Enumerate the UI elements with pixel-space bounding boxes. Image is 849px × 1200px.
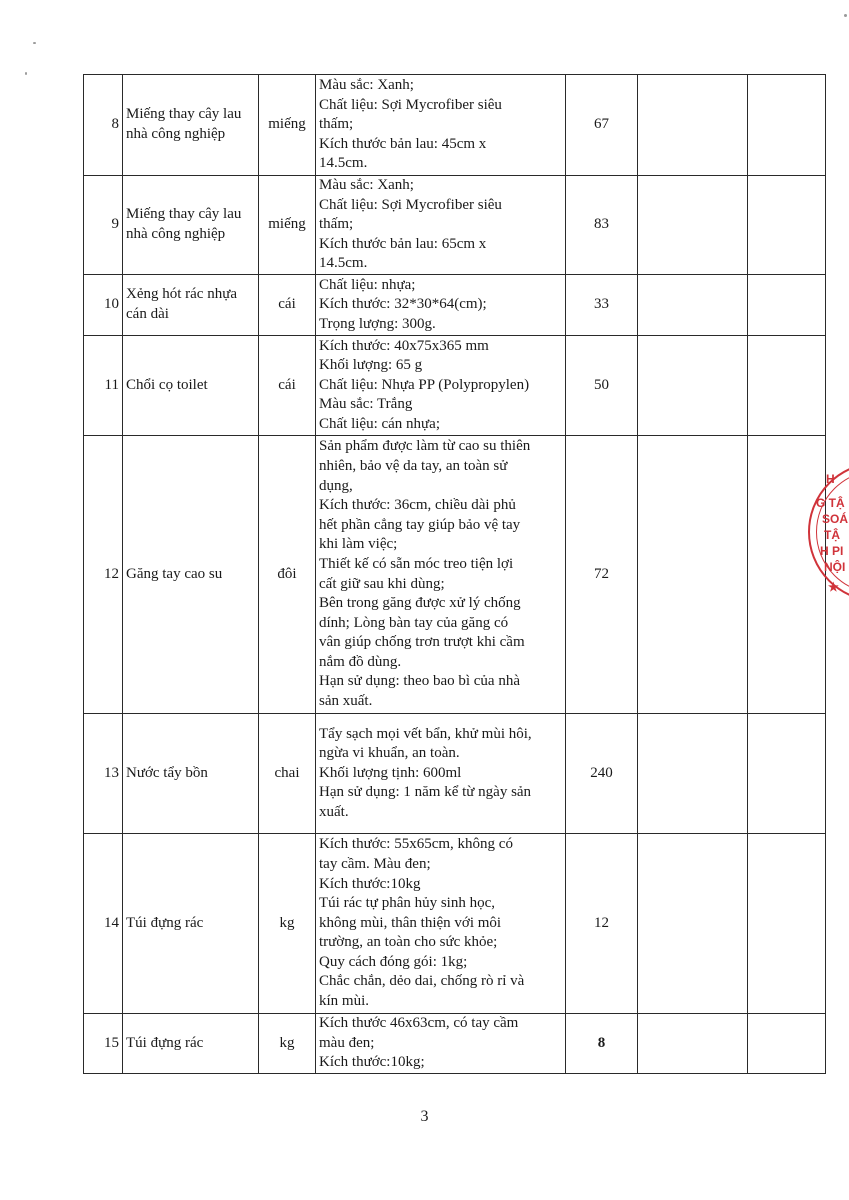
row-number: 13 (84, 714, 123, 834)
item-name: Nước tẩy bồn (123, 714, 259, 834)
blank-cell (748, 176, 826, 275)
spec-line: Hạn sử dụng: 1 năm kể từ ngày sản (319, 784, 532, 801)
item-spec (316, 714, 566, 834)
spec-line: 14.5cm. (319, 155, 368, 172)
item-spec (316, 176, 566, 275)
item-quantity: 67 (566, 75, 638, 176)
blank-cell (638, 336, 748, 436)
table-row (84, 1014, 826, 1074)
item-unit: cái (259, 275, 316, 336)
item-unit: kg (259, 1014, 316, 1074)
spec-line: Bên trong găng được xử lý chống (319, 595, 521, 612)
spec-line: Túi rác tự phân hủy sinh học, (319, 895, 496, 912)
item-name: Miếng thay cây lau nhà công nghiệp (123, 75, 259, 176)
table-row (84, 75, 826, 176)
stamp-text: NỘI (824, 560, 846, 574)
spec-line: Chắc chắn, dẻo dai, chống rò rỉ và (319, 973, 525, 990)
table-row (84, 436, 826, 714)
item-spec (316, 336, 566, 436)
spec-line: Kích thước: 40x75x365 mm (319, 337, 489, 354)
stamp-text: G TẬ (816, 496, 845, 510)
spec-line: vân giúp chống trơn trượt khi cầm (319, 634, 525, 651)
spec-line: Kích thước 46x63cm, có tay cầm (319, 1015, 519, 1032)
spec-line: thấm; (319, 216, 354, 233)
spec-line: Sản phẩm được làm từ cao su thiên (319, 438, 531, 455)
item-quantity: 83 (566, 176, 638, 275)
item-spec (316, 275, 566, 336)
spec-line: thấm; (319, 116, 354, 133)
item-unit: chai (259, 714, 316, 834)
spec-line: Khối lượng: 65 g (319, 357, 423, 374)
table-row (84, 336, 826, 436)
item-spec (316, 1014, 566, 1074)
item-name: Chổi cọ toilet (123, 336, 259, 436)
spec-line: ngừa vi khuẩn, an toàn. (319, 745, 460, 762)
table-row (84, 275, 826, 336)
blank-cell (638, 436, 748, 714)
spec-line: nhiên, bảo vệ da tay, an toàn sử (319, 457, 508, 474)
item-name: Găng tay cao su (123, 436, 259, 714)
stamp-text: H (826, 472, 835, 486)
spec-line: nắm đồ dùng. (319, 653, 402, 670)
blank-cell (638, 176, 748, 275)
spec-line: Thiết kế có sẵn móc treo tiện lợi (319, 555, 514, 572)
item-unit: kg (259, 834, 316, 1014)
item-quantity: 240 (566, 714, 638, 834)
spec-line: Màu sắc: Trắng (319, 396, 413, 413)
spec-line: Màu sắc: Xanh; (319, 177, 414, 194)
row-number: 10 (84, 275, 123, 336)
spec-line: xuất. (319, 803, 349, 820)
spec-line: cất giữ sau khi dùng; (319, 575, 445, 592)
spec-line: Kích thước bản lau: 45cm x (319, 135, 487, 152)
item-name: Xẻng hót rác nhựa cán dài (123, 275, 259, 336)
spec-line: dính; Lòng bàn tay của găng có (319, 614, 509, 631)
blank-cell (748, 75, 826, 176)
spec-line: Màu sắc: Xanh; (319, 77, 414, 94)
spec-line: Kích thước: 55x65cm, không có (319, 836, 513, 853)
blank-cell (638, 714, 748, 834)
spec-line: Chất liệu: nhựa; (319, 276, 416, 293)
table-row (84, 176, 826, 275)
spec-line: kín mùi. (319, 993, 370, 1010)
item-quantity: 12 (566, 834, 638, 1014)
spec-line: Chất liệu: cán nhựa; (319, 415, 441, 432)
item-unit: đôi (259, 436, 316, 714)
blank-cell (748, 336, 826, 436)
page-number: 3 (420, 1108, 429, 1125)
blank-cell (638, 834, 748, 1014)
blank-cell (638, 1014, 748, 1074)
spec-line: Khối lượng tịnh: 600ml (319, 764, 462, 781)
blank-cell (748, 1014, 826, 1074)
stamp-text: SOÁ (822, 512, 849, 526)
item-unit: miếng (259, 75, 316, 176)
spec-line: không mùi, thân thiện với môi (319, 914, 502, 931)
spec-line: trường, an toàn cho sức khỏe; (319, 934, 498, 951)
spec-line: Chất liệu: Nhựa PP (Polypropylen) (319, 376, 530, 393)
stamp-text: H PI (820, 544, 844, 558)
item-unit: cái (259, 336, 316, 436)
spec-line: Quy cách đóng gói: 1kg; (319, 953, 468, 970)
spec-line: khi làm việc; (319, 536, 398, 553)
item-spec (316, 75, 566, 176)
items-table-body (84, 75, 826, 1074)
table-row (84, 834, 826, 1014)
item-quantity: 72 (566, 436, 638, 714)
item-name: Túi đựng rác (123, 834, 259, 1014)
stamp-star-icon: ★ (828, 580, 839, 594)
spec-line: Kích thước: 32*30*64(cm); (319, 296, 487, 313)
spec-line: màu đen; (319, 1034, 375, 1051)
spec-line: Hạn sử dụng: theo bao bì của nhà (319, 673, 520, 690)
row-number: 9 (84, 176, 123, 275)
red-seal-stamp (808, 462, 849, 602)
blank-cell (748, 275, 826, 336)
item-spec (316, 436, 566, 714)
blank-cell (638, 275, 748, 336)
item-quantity: 33 (566, 275, 638, 336)
spec-line: Tẩy sạch mọi vết bẩn, khử mùi hôi, (319, 725, 532, 742)
spec-line: 14.5cm. (319, 255, 368, 272)
blank-cell (748, 714, 826, 834)
blank-cell (748, 834, 826, 1014)
item-spec (316, 834, 566, 1014)
item-quantity: 8 (566, 1014, 638, 1074)
item-name: Miếng thay cây lau nhà công nghiệp (123, 176, 259, 275)
spec-line: sản xuất. (319, 693, 373, 710)
spec-line: Kích thước: 36cm, chiều dài phủ (319, 497, 516, 514)
spec-line: hết phần cẳng tay giúp bảo vệ tay (319, 516, 521, 533)
row-number: 12 (84, 436, 123, 714)
items-table (83, 74, 826, 1074)
spec-line: Trọng lượng: 300g. (319, 315, 436, 332)
spec-line: Kích thước:10kg (319, 875, 421, 892)
item-unit: miếng (259, 176, 316, 275)
spec-line: Chất liệu: Sợi Mycrofiber siêu (319, 96, 502, 113)
row-number: 8 (84, 75, 123, 176)
item-quantity: 50 (566, 336, 638, 436)
blank-cell (638, 75, 748, 176)
row-number: 14 (84, 834, 123, 1014)
row-number: 11 (84, 336, 123, 436)
spec-line: tay cầm. Màu đen; (319, 855, 431, 872)
spec-line: Kích thước bản lau: 65cm x (319, 235, 487, 252)
spec-line: Chất liệu: Sợi Mycrofiber siêu (319, 196, 502, 213)
stamp-text: TẬ (824, 528, 840, 542)
spec-line: dụng, (319, 477, 353, 494)
spec-line: Kích thước:10kg; (319, 1054, 425, 1071)
row-number: 15 (84, 1014, 123, 1074)
item-name: Túi đựng rác (123, 1014, 259, 1074)
table-row (84, 714, 826, 834)
